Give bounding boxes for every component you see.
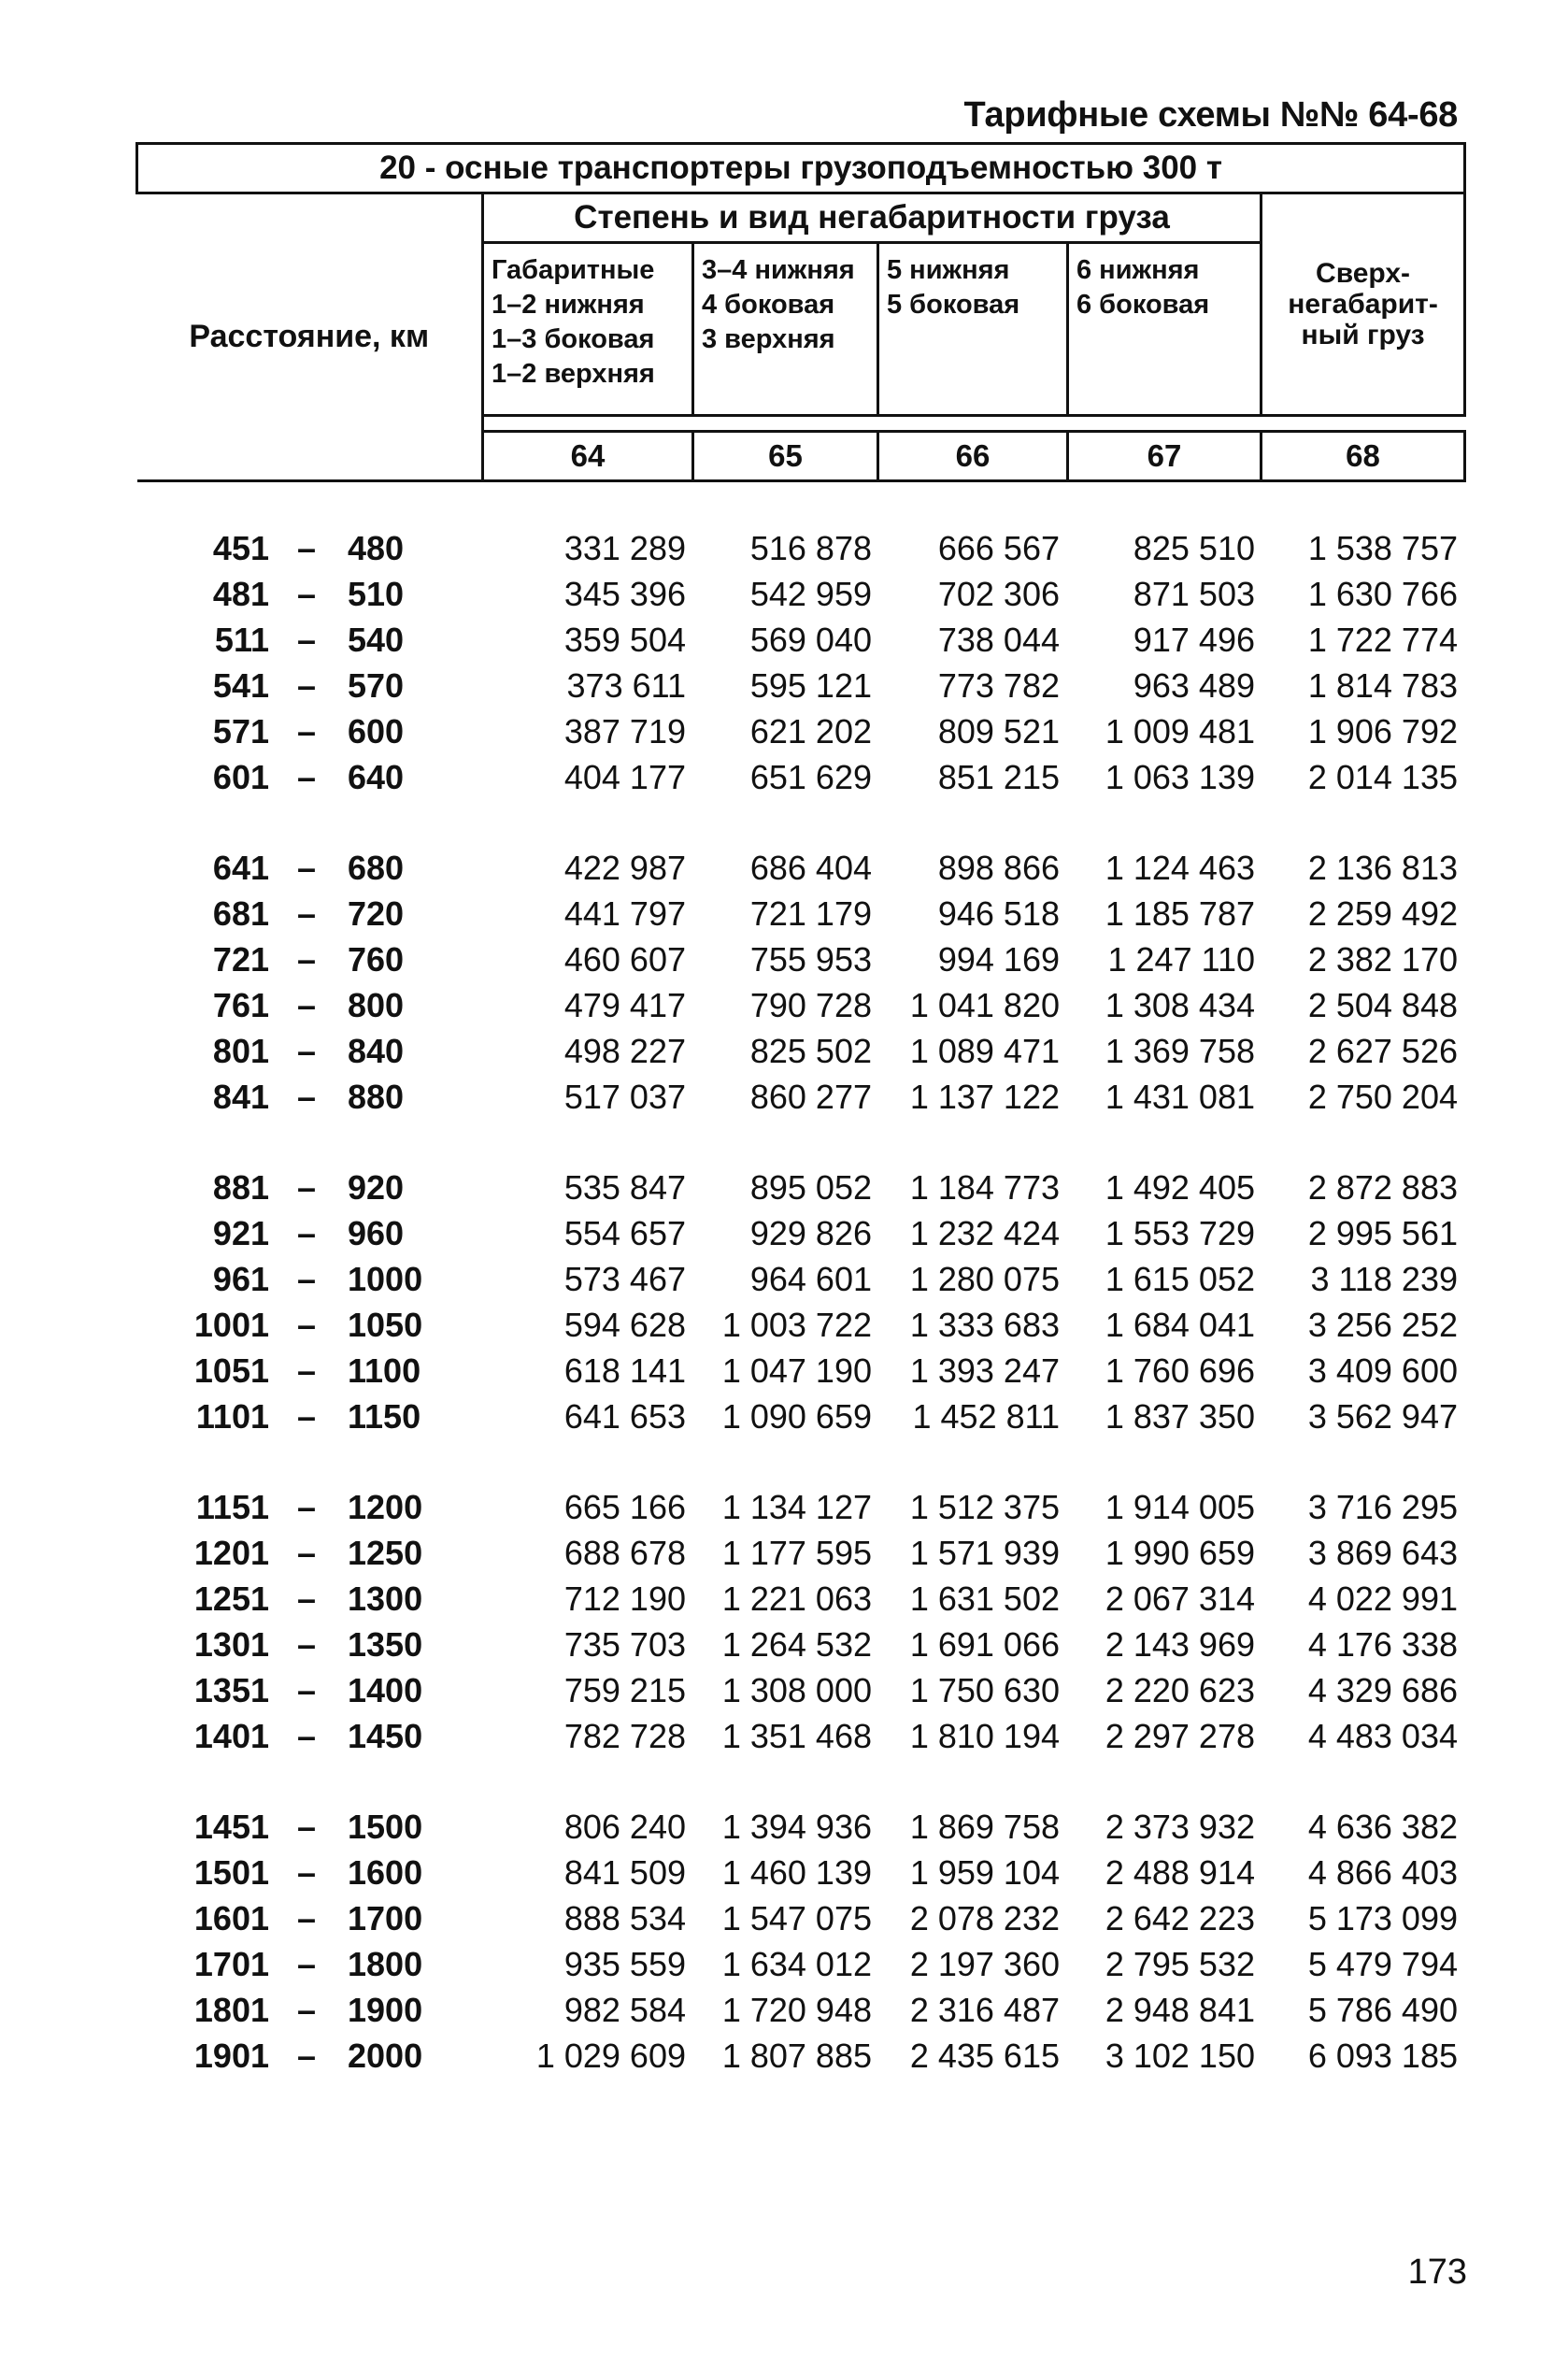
distance-dash: – (297, 1717, 317, 1755)
tariff-value-68: 2 872 883 (1307, 1168, 1458, 1207)
tariff-value-66: 2 078 232 (909, 1899, 1060, 1937)
table-row (0, 615, 1568, 661)
distance-from: 641 (212, 849, 269, 887)
distance-from: 541 (212, 666, 269, 705)
tariff-value-65: 1 460 139 (721, 1853, 872, 1892)
tariff-value-68: 2 750 204 (1307, 1078, 1458, 1116)
distance-to: 540 (348, 621, 405, 659)
tariff-value-65: 621 202 (749, 712, 872, 750)
tariff-value-67: 1 308 434 (1105, 986, 1255, 1024)
distance-to: 2000 (348, 2037, 423, 2075)
distance-from: 511 (214, 621, 269, 659)
distance-to: 1900 (348, 1991, 423, 2029)
tariff-value-68: 1 906 792 (1307, 712, 1458, 750)
col-number-67: 67 (1068, 432, 1262, 481)
tariff-value-66: 1 137 122 (909, 1078, 1060, 1116)
tariff-value-66: 1 280 075 (909, 1260, 1060, 1298)
tariff-value-65: 1 308 000 (721, 1671, 872, 1709)
distance-to: 1450 (348, 1717, 423, 1755)
tariff-value-67: 1 185 787 (1105, 894, 1255, 933)
tariff-value-65: 755 953 (749, 940, 872, 979)
table-row (0, 1254, 1568, 1300)
distance-to: 1000 (348, 1260, 423, 1298)
row-group (0, 1163, 1568, 1437)
tariff-value-66: 738 044 (937, 621, 1060, 659)
tariff-value-66: 1 691 066 (909, 1625, 1060, 1664)
tariff-value-64: 759 215 (563, 1671, 686, 1709)
distance-from: 1151 (195, 1488, 269, 1526)
distance-from: 1101 (195, 1397, 269, 1436)
distance-to: 1500 (348, 1808, 423, 1846)
distance-dash: – (297, 1671, 317, 1709)
tariff-value-65: 1 047 190 (721, 1351, 872, 1390)
tariff-value-68: 6 093 185 (1307, 2037, 1458, 2075)
distance-from: 481 (212, 575, 269, 613)
table-row (0, 1528, 1568, 1574)
tariff-value-64: 935 559 (563, 1945, 686, 1983)
tariff-value-67: 1 063 139 (1105, 758, 1255, 796)
tariff-value-67: 2 067 314 (1105, 1580, 1255, 1618)
table-row (0, 1482, 1568, 1528)
distance-dash: – (297, 1168, 317, 1207)
tariff-value-64: 841 509 (563, 1853, 686, 1892)
tariff-value-68: 4 866 403 (1307, 1853, 1458, 1892)
distance-dash: – (297, 1534, 317, 1572)
tariff-value-64: 460 607 (563, 940, 686, 979)
tariff-value-65: 1 634 012 (721, 1945, 872, 1983)
tariff-value-65: 1 547 075 (721, 1899, 872, 1937)
tariff-value-68: 2 259 492 (1307, 894, 1458, 933)
distance-to: 720 (348, 894, 405, 933)
distance-to: 1800 (348, 1945, 423, 1983)
tariff-value-65: 1 351 468 (721, 1717, 872, 1755)
tariff-value-64: 665 166 (563, 1488, 686, 1526)
tariff-value-64: 479 417 (563, 986, 686, 1024)
distance-to: 1350 (348, 1625, 423, 1664)
tariff-value-65: 929 826 (749, 1214, 872, 1252)
distance-to: 600 (348, 712, 405, 750)
tariff-value-64: 517 037 (563, 1078, 686, 1116)
distance-from: 571 (212, 712, 269, 750)
distance-dash: – (297, 1397, 317, 1436)
tariff-value-65: 569 040 (749, 621, 872, 659)
table-row (0, 752, 1568, 798)
tariff-value-65: 686 404 (749, 849, 872, 887)
distance-dash: – (297, 575, 317, 613)
tariff-value-66: 1 452 811 (912, 1397, 1060, 1436)
tariff-value-66: 946 518 (937, 894, 1060, 933)
tariff-value-65: 651 629 (749, 758, 872, 796)
distance-to: 760 (348, 940, 405, 979)
tariff-value-68: 1 630 766 (1307, 575, 1458, 613)
subheader-gabaritnye: Габаритные 1–2 нижняя 1–3 боковая 1–2 верхняя (483, 243, 693, 416)
distance-dash: – (297, 1032, 317, 1070)
col-number-64: 64 (483, 432, 693, 481)
distance-dash: – (297, 1351, 317, 1390)
tariff-value-66: 1 041 820 (909, 986, 1060, 1024)
distance-from: 1351 (193, 1671, 269, 1709)
tariff-value-64: 594 628 (563, 1306, 686, 1344)
distance-from: 801 (212, 1032, 269, 1070)
row-group (0, 843, 1568, 1118)
distance-dash: – (297, 1853, 317, 1892)
distance-to: 880 (348, 1078, 405, 1116)
tariff-value-67: 2 373 932 (1105, 1808, 1255, 1846)
distance-from: 1501 (193, 1853, 269, 1892)
tariff-value-64: 641 653 (563, 1397, 686, 1436)
tariff-value-64: 688 678 (563, 1534, 686, 1572)
tariff-value-68: 4 176 338 (1307, 1625, 1458, 1664)
tariff-value-67: 1 760 696 (1105, 1351, 1255, 1390)
tariff-value-67: 1 369 758 (1105, 1032, 1255, 1070)
distance-dash: – (297, 529, 317, 567)
tariff-value-65: 595 121 (749, 666, 872, 705)
distance-to: 1250 (348, 1534, 423, 1572)
distance-to: 1150 (348, 1397, 421, 1436)
col-number-66: 66 (878, 432, 1068, 481)
col-number-65: 65 (693, 432, 878, 481)
tariff-value-66: 1 184 773 (909, 1168, 1060, 1207)
subheader-5: 5 нижняя 5 боковая (878, 243, 1068, 416)
tariff-value-66: 2 435 615 (909, 2037, 1060, 2075)
tariff-value-68: 4 636 382 (1307, 1808, 1458, 1846)
subheader-3-4: 3–4 нижняя 4 боковая 3 верхняя (693, 243, 878, 416)
tariff-value-64: 806 240 (563, 1808, 686, 1846)
tariff-value-66: 666 567 (937, 529, 1060, 567)
tariff-value-66: 1 750 630 (909, 1671, 1060, 1709)
tariff-value-68: 4 483 034 (1307, 1717, 1458, 1755)
tariff-value-68: 4 022 991 (1307, 1580, 1458, 1618)
tariff-value-67: 1 124 463 (1105, 849, 1255, 887)
tariff-value-66: 1 333 683 (909, 1306, 1060, 1344)
tariff-value-68: 5 173 099 (1307, 1899, 1458, 1937)
tariff-value-66: 1 393 247 (909, 1351, 1060, 1390)
distance-to: 1700 (348, 1899, 423, 1937)
tariff-value-64: 331 289 (563, 529, 686, 567)
tariff-value-65: 1 394 936 (721, 1808, 872, 1846)
tariff-value-65: 1 003 722 (721, 1306, 872, 1344)
tariff-value-65: 1 221 063 (721, 1580, 872, 1618)
distance-from: 1451 (193, 1808, 269, 1846)
degree-header: Степень и вид негабаритности груза (483, 193, 1262, 243)
tariff-value-64: 498 227 (563, 1032, 686, 1070)
table-row (0, 523, 1568, 569)
distance-from: 1251 (193, 1580, 269, 1618)
tariff-value-64: 554 657 (563, 1214, 686, 1252)
tariff-value-68: 3 256 252 (1307, 1306, 1458, 1344)
tariff-value-66: 1 232 424 (909, 1214, 1060, 1252)
tariff-value-67: 2 220 623 (1105, 1671, 1255, 1709)
distance-dash: – (297, 1488, 317, 1526)
tariff-value-68: 3 562 947 (1307, 1397, 1458, 1436)
tariff-value-65: 516 878 (749, 529, 872, 567)
page-title: Тарифные схемы №№ 64-68 (963, 95, 1458, 135)
distance-to: 1200 (348, 1488, 423, 1526)
tariff-value-68: 4 329 686 (1307, 1671, 1458, 1709)
distance-from: 1801 (193, 1991, 269, 2029)
distance-dash: – (297, 1078, 317, 1116)
distance-dash: – (297, 1260, 317, 1298)
distance-from: 881 (212, 1168, 269, 1207)
row-group (0, 523, 1568, 798)
distance-dash: – (297, 1625, 317, 1664)
distance-to: 510 (348, 575, 405, 613)
distance-dash: – (297, 1306, 317, 1344)
tariff-value-68: 5 479 794 (1307, 1945, 1458, 1983)
table-row (0, 707, 1568, 752)
distance-from: 1901 (193, 2037, 269, 2075)
distance-to: 570 (348, 666, 405, 705)
distance-to: 1050 (348, 1306, 423, 1344)
subheader-6: 6 нижняя 6 боковая (1068, 243, 1262, 416)
table-row (0, 1665, 1568, 1711)
tariff-value-65: 1 134 127 (721, 1488, 872, 1526)
tariff-value-66: 702 306 (937, 575, 1060, 613)
tariff-value-66: 898 866 (937, 849, 1060, 887)
tariff-value-66: 1 959 104 (909, 1853, 1060, 1892)
tariff-value-65: 1 177 595 (721, 1534, 872, 1572)
distance-dash: – (297, 940, 317, 979)
tariff-value-64: 345 396 (563, 575, 686, 613)
tariff-value-64: 441 797 (563, 894, 686, 933)
distance-dash: – (297, 2037, 317, 2075)
tariff-value-64: 387 719 (563, 712, 686, 750)
tariff-value-65: 1 264 532 (721, 1625, 872, 1664)
distance-from: 1201 (193, 1534, 269, 1572)
distance-from: 961 (212, 1260, 269, 1298)
tariff-value-66: 809 521 (937, 712, 1060, 750)
tariff-value-67: 2 143 969 (1105, 1625, 1255, 1664)
tariff-value-68: 2 136 813 (1307, 849, 1458, 887)
tariff-table-body (0, 523, 1568, 2122)
table-row (0, 1802, 1568, 1848)
distance-to: 1600 (348, 1853, 423, 1892)
distance-dash: – (297, 894, 317, 933)
tariff-value-67: 2 948 841 (1105, 1991, 1255, 2029)
tariff-value-65: 860 277 (749, 1078, 872, 1116)
distance-to: 640 (348, 758, 405, 796)
tariff-value-64: 422 987 (563, 849, 686, 887)
table-row (0, 843, 1568, 889)
distance-from: 681 (212, 894, 269, 933)
distance-from: 1601 (193, 1899, 269, 1937)
tariff-value-67: 2 795 532 (1105, 1945, 1255, 1983)
distance-from: 761 (212, 986, 269, 1024)
tariff-value-67: 1 990 659 (1105, 1534, 1255, 1572)
tariff-value-67: 963 489 (1133, 666, 1255, 705)
table-row (0, 1848, 1568, 1894)
superweight-header: Сверх- негабарит- ный груз (1262, 193, 1465, 416)
distance-from: 451 (212, 529, 269, 567)
tariff-value-68: 2 504 848 (1307, 986, 1458, 1024)
distance-dash: – (297, 1945, 317, 1983)
tariff-value-64: 982 584 (563, 1991, 686, 2029)
distance-from: 1301 (193, 1625, 269, 1664)
tariff-value-66: 1 089 471 (909, 1032, 1060, 1070)
tariff-value-67: 1 837 350 (1105, 1397, 1255, 1436)
table-row (0, 1072, 1568, 1118)
tariff-value-67: 1 684 041 (1105, 1306, 1255, 1344)
tariff-value-66: 1 869 758 (909, 1808, 1060, 1846)
tariff-value-67: 1 615 052 (1105, 1260, 1255, 1298)
table-row (0, 569, 1568, 615)
tariff-value-66: 773 782 (937, 666, 1060, 705)
distance-dash: – (297, 849, 317, 887)
distance-header: Расстояние, км (137, 193, 483, 481)
distance-to: 960 (348, 1214, 405, 1252)
table-row (0, 2031, 1568, 2077)
header-gap (483, 416, 1465, 432)
distance-from: 721 (212, 940, 269, 979)
tariff-value-66: 1 571 939 (909, 1534, 1060, 1572)
transport-caption: 20 - осные транспортеры грузоподъемностью 300 т (137, 144, 1465, 193)
distance-to: 920 (348, 1168, 405, 1207)
table-row (0, 1208, 1568, 1254)
distance-dash: – (297, 1214, 317, 1252)
tariff-value-67: 1 247 110 (1107, 940, 1255, 979)
distance-dash: – (297, 1991, 317, 2029)
tariff-value-68: 2 014 135 (1307, 758, 1458, 796)
table-row (0, 980, 1568, 1026)
tariff-value-65: 1 090 659 (721, 1397, 872, 1436)
tariff-value-66: 851 215 (937, 758, 1060, 796)
tariff-value-65: 721 179 (749, 894, 872, 933)
tariff-value-68: 3 869 643 (1307, 1534, 1458, 1572)
tariff-value-67: 917 496 (1133, 621, 1255, 659)
tariff-value-67: 1 492 405 (1105, 1168, 1255, 1207)
tariff-value-64: 782 728 (563, 1717, 686, 1755)
tariff-value-67: 2 642 223 (1105, 1899, 1255, 1937)
tariff-value-65: 964 601 (749, 1260, 872, 1298)
tariff-value-68: 3 118 239 (1310, 1260, 1458, 1298)
tariff-value-65: 1 807 885 (721, 2037, 872, 2075)
tariff-value-67: 1 431 081 (1105, 1078, 1255, 1116)
distance-from: 1051 (193, 1351, 269, 1390)
tariff-value-68: 5 786 490 (1307, 1991, 1458, 2029)
table-row (0, 1300, 1568, 1346)
distance-from: 841 (212, 1078, 269, 1116)
tariff-table-header (135, 142, 1466, 482)
tariff-value-64: 888 534 (563, 1899, 686, 1937)
tariff-value-64: 535 847 (563, 1168, 686, 1207)
distance-to: 680 (348, 849, 405, 887)
tariff-value-67: 871 503 (1133, 575, 1255, 613)
tariff-value-65: 895 052 (749, 1168, 872, 1207)
row-group (0, 1482, 1568, 1757)
tariff-value-64: 573 467 (563, 1260, 686, 1298)
distance-dash: – (297, 1580, 317, 1618)
tariff-value-67: 3 102 150 (1105, 2037, 1255, 2075)
tariff-value-67: 1 553 729 (1105, 1214, 1255, 1252)
tariff-value-64: 373 611 (566, 666, 686, 705)
row-group (0, 1802, 1568, 2077)
distance-from: 1701 (193, 1945, 269, 1983)
tariff-value-65: 790 728 (749, 986, 872, 1024)
distance-dash: – (297, 1899, 317, 1937)
tariff-value-67: 825 510 (1133, 529, 1255, 567)
tariff-value-67: 1 009 481 (1105, 712, 1255, 750)
tariff-value-65: 542 959 (749, 575, 872, 613)
distance-dash: – (297, 758, 317, 796)
table-row (0, 1985, 1568, 2031)
tariff-value-64: 735 703 (563, 1625, 686, 1664)
tariff-value-67: 1 914 005 (1105, 1488, 1255, 1526)
distance-from: 921 (212, 1214, 269, 1252)
table-row (0, 935, 1568, 980)
table-row (0, 1939, 1568, 1985)
tariff-value-66: 1 631 502 (909, 1580, 1060, 1618)
table-row (0, 1026, 1568, 1072)
distance-dash: – (297, 1808, 317, 1846)
distance-to: 800 (348, 986, 405, 1024)
distance-to: 480 (348, 529, 405, 567)
distance-dash: – (297, 986, 317, 1024)
page-number: 173 (1407, 2252, 1467, 2292)
distance-to: 1400 (348, 1671, 423, 1709)
table-row (0, 1711, 1568, 1757)
tariff-value-66: 1 810 194 (909, 1717, 1060, 1755)
tariff-value-68: 1 538 757 (1307, 529, 1458, 567)
tariff-value-68: 2 627 526 (1307, 1032, 1458, 1070)
tariff-value-65: 825 502 (749, 1032, 872, 1070)
tariff-value-64: 712 190 (563, 1580, 686, 1618)
distance-from: 1401 (193, 1717, 269, 1755)
distance-to: 1300 (348, 1580, 423, 1618)
table-row (0, 1392, 1568, 1437)
distance-to: 840 (348, 1032, 405, 1070)
tariff-value-66: 994 169 (937, 940, 1060, 979)
tariff-value-68: 2 382 170 (1307, 940, 1458, 979)
tariff-value-65: 1 720 948 (721, 1991, 872, 2029)
tariff-value-68: 1 722 774 (1307, 621, 1458, 659)
tariff-value-64: 404 177 (563, 758, 686, 796)
tariff-value-66: 1 512 375 (909, 1488, 1060, 1526)
tariff-value-68: 3 716 295 (1307, 1488, 1458, 1526)
distance-from: 601 (212, 758, 269, 796)
distance-to: 1100 (348, 1351, 421, 1390)
tariff-value-67: 2 297 278 (1105, 1717, 1255, 1755)
tariff-value-66: 2 197 360 (909, 1945, 1060, 1983)
tariff-value-64: 618 141 (563, 1351, 686, 1390)
table-row (0, 1574, 1568, 1620)
tariff-value-67: 2 488 914 (1105, 1853, 1255, 1892)
distance-dash: – (297, 712, 317, 750)
table-row (0, 1163, 1568, 1208)
distance-dash: – (297, 621, 317, 659)
tariff-value-64: 1 029 609 (535, 2037, 686, 2075)
distance-dash: – (297, 666, 317, 705)
tariff-value-68: 3 409 600 (1307, 1351, 1458, 1390)
tariff-value-66: 2 316 487 (909, 1991, 1060, 2029)
table-row (0, 1620, 1568, 1665)
tariff-value-68: 1 814 783 (1307, 666, 1458, 705)
distance-from: 1001 (193, 1306, 269, 1344)
tariff-value-68: 2 995 561 (1307, 1214, 1458, 1252)
table-row (0, 1894, 1568, 1939)
table-row (0, 889, 1568, 935)
tariff-value-64: 359 504 (563, 621, 686, 659)
table-row (0, 661, 1568, 707)
table-row (0, 1346, 1568, 1392)
col-number-68: 68 (1262, 432, 1465, 481)
